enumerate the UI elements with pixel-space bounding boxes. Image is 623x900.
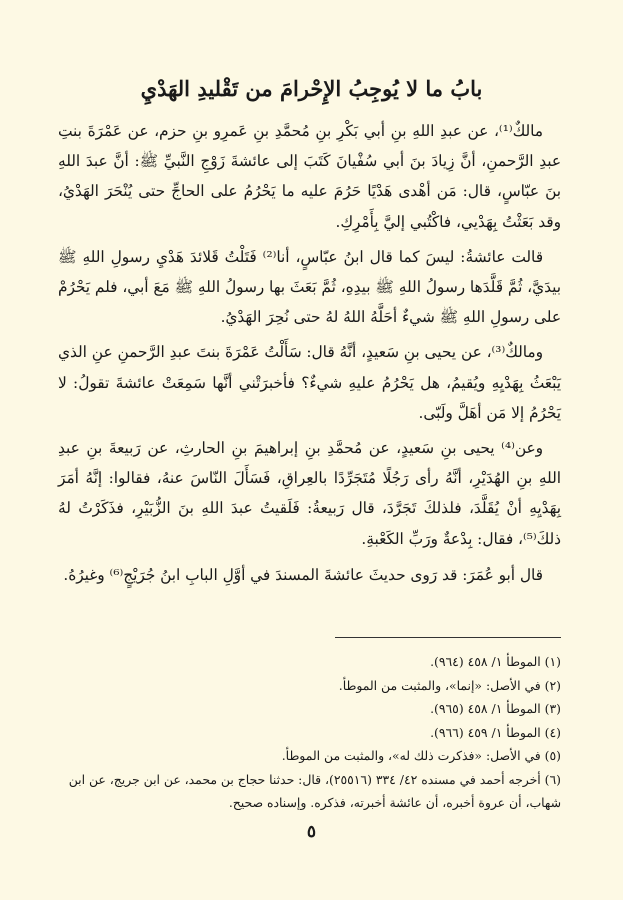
closing-paragraph: قال أبو عُمَرَ: قد رَوى حديثَ عائشةَ المسندَ في أوَّلِ البابِ ابنُ جُرَيْجٍ⁽⁶⁾ وغيرُهُ. <box>63 565 543 584</box>
paragraph-3: ومالكٌ⁽³⁾، عن يحيى بنِ سَعيدٍ، أنَّهُ قال: سَأَلْتُ عَمْرَةَ بنتَ عبدِ الرَّحمنِ عنِ الذي يَبْعَثُ بِهَدْيِهِ ويُقيمُ، هل يَحْرُمُ عليهِ شيءٌ؟ فأخبرَتْني أنَّها سَمِعَتْ عائشةَ تقولُ: لا يَحْرُمُ إلا مَن أهَلَّ ولَبّى. <box>58 343 561 422</box>
chapter-title: بابُ ما لا يُوجِبُ الإِحْرامَ من تَقْليدِ الهَدْيِ <box>140 76 483 101</box>
footnote-1: (١) الموطأ ١/ ٤٥٨ (٩٦٤). <box>430 654 561 669</box>
paragraph-1: مالكٌ⁽¹⁾، عن عبدِ اللهِ بنِ أبي بَكْرِ بنِ مُحمَّدِ بنِ عَمرِو بنِ حزم، عن عَمْرَةَ بنتِ عبدِ الرَّحمنِ، أنَّ زِيادَ بنَ أبي سُفْيانَ كَتَبَ إلى عائشةَ زَوْجِ النَّبيِّ ﷺ: أنَّ عبدَ اللهِ بنَ عبّاسٍ، قال: مَن أهْدى هَدْيًا حَرُمَ عليه ما يَحْرُمُ على الحاجِّ حتى يُنْحَرَ الهَدْيُ، وقد بَعَثْتُ بِهَدْيي، فاكْتُبي إليَّ بِأَمْرِكِ. <box>58 122 561 231</box>
footnote-divider <box>335 637 561 638</box>
footnote-2: (٢) في الأصل: «إنما»، والمثبت من الموطأ. <box>338 677 561 693</box>
footnote-4: (٤) الموطأ ١/ ٤٥٩ (٩٦٦). <box>430 724 561 740</box>
footnotes <box>62 650 561 815</box>
paragraph-4: وعن⁽⁴⁾ يحيى بنِ سَعيدٍ، عن مُحمَّدِ بنِ إبراهيمَ بنِ الحارثِ، عن رَبيعةَ بنِ عبدِ اللهِ بنِ الهُدَيْرِ، أنَّهُ رأى رَجُلًا مُتَجَرِّدًا بالعِراقِ، فَسَأَلَ النّاسَ عنهُ، فقالوا: إنَّهُ أمَرَ بِهَدْيِهِ أنْ يُقَلَّدَ، فلذلكَ تَجَرَّدَ، قال رَبيعةُ: فَلَقيتُ عبدَ اللهِ بنَ الزُّبَيْرِ، فذَكَرْتُ لهُ ذلكَ⁽⁵⁾، فقال: بِدْعةٌ ورَبِّ الكَعْبةِ. <box>58 439 561 548</box>
paragraph-2: قالت عائشةُ: ليسَ كما قال ابنُ عبّاسٍ، أنا⁽²⁾ فَتَلْتُ قَلائدَ هَدْيِ رسولِ اللهِ ﷺ بيدَيَّ، ثُمَّ قَلَّدَها رسولُ اللهِ ﷺ بيدِهِ، ثُمَّ بَعَثَ بها رسولُ اللهِ ﷺ مَعَ أبي، فلم يَحْرُمْ على رسولِ اللهِ ﷺ شيءٌ أحَلَّهُ اللهُ لهُ حتى نُحِرَ الهَدْيُ. <box>58 247 561 327</box>
footnote-6: (٦) أخرجه أحمد في مسنده ٤٢/ ٣٣٤ (٢٥٥١٦)، قال: حدثنا حجاج بن محمد، عن ابن جريج، عن ابن شهاب، أن عروة أخبره، أن عائشة أخبرته، فذكره. وإسناده صحيح. <box>68 771 561 810</box>
footnote-5: (٥) في الأصل: «فذكرت ذلك له»، والمثبت من الموطأ. <box>281 748 561 763</box>
footnote-3: (٣) الموطأ ١/ ٤٥٨ (٩٦٥). <box>430 701 561 716</box>
main-text <box>58 116 561 595</box>
page-number: ٥ <box>306 822 317 842</box>
